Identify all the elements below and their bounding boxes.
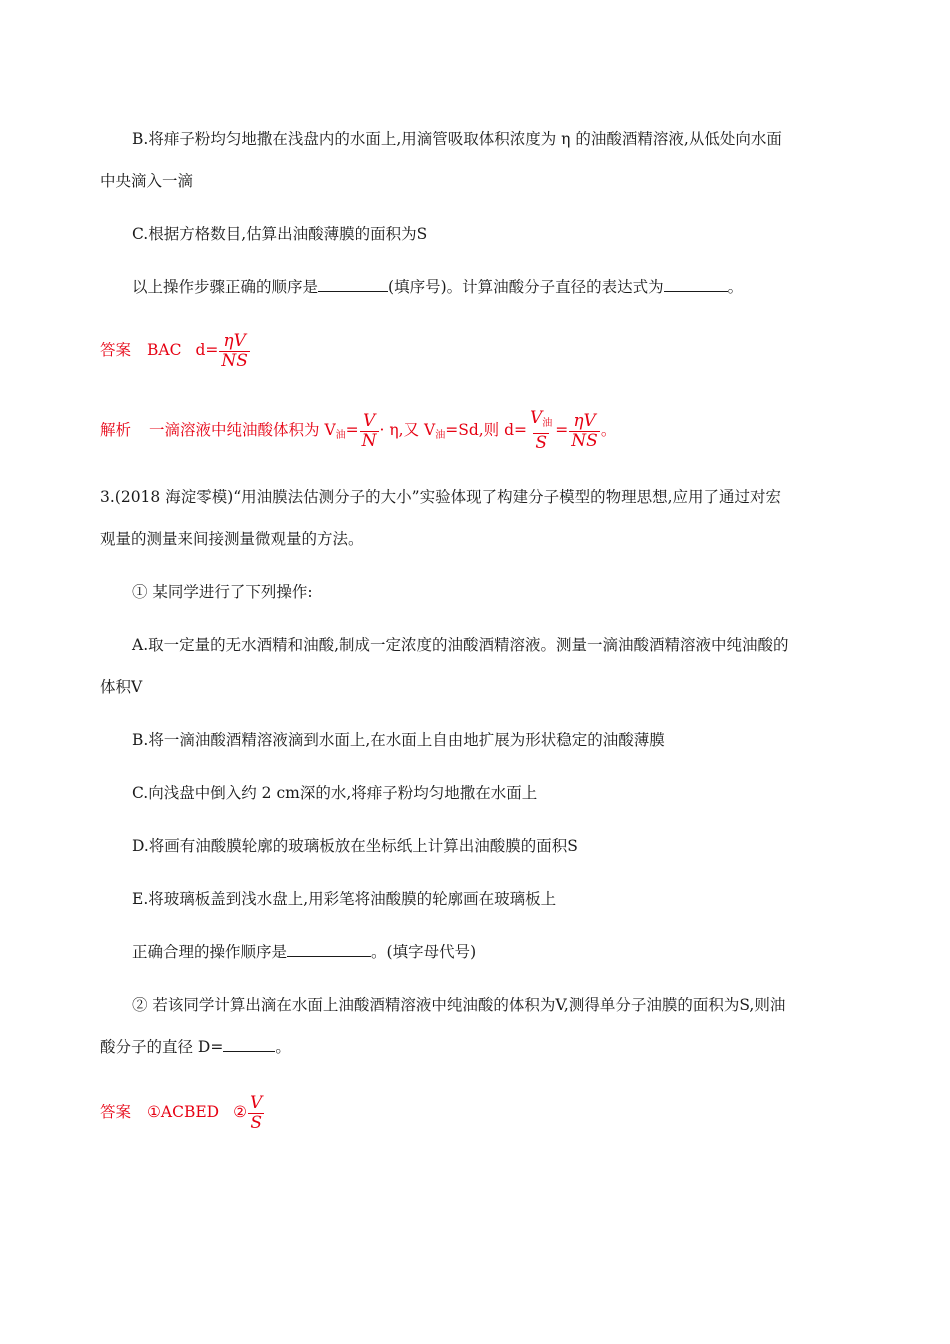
q3-order-question	[132, 942, 476, 962]
answer-blank	[318, 277, 388, 292]
q3-part2-line2a: 酸分子的直径 D=	[100, 1038, 224, 1056]
fraction-denominator: S	[535, 433, 547, 453]
subscript-oil: 油	[542, 418, 553, 429]
q2-answer	[100, 328, 251, 372]
q2-analysis-text1: 一滴溶液中纯油酸体积为 V	[149, 421, 336, 439]
q3-answer-1: ①ACBED	[147, 1103, 220, 1121]
fraction-denominator: NS	[571, 430, 598, 451]
analysis-fraction-3	[569, 412, 600, 451]
q3-order-q1: 正确合理的操作顺序是	[132, 943, 288, 961]
q2-answer-seq: BAC	[147, 341, 182, 359]
fraction-numerator: ηV	[573, 410, 596, 431]
q3-step-e: E.将玻璃板盖到浅水盘上,用彩笔将油酸膜的轮廓画在玻璃板上	[132, 890, 557, 908]
q3-answer	[100, 1090, 265, 1134]
q3-step-a-line1: A.取一定量的无水酒精和油酸,制成一定浓度的油酸酒精溶液。测量一滴油酸酒精溶液中纯油酸的	[132, 636, 789, 654]
q2-step-c: C.根据方格数目,估算出油酸薄膜的面积为S	[132, 225, 428, 243]
equals-sign: =	[555, 421, 569, 439]
q2-analysis	[100, 408, 616, 458]
q3-part2-line1: ② 若该同学计算出滴在水面上油酸酒精溶液中纯油酸的体积为V,测得单分子油膜的面积为S,则油	[132, 996, 786, 1014]
q3-part1-intro: ① 某同学进行了下列操作:	[132, 583, 313, 601]
answer-label: 答案	[100, 341, 132, 359]
q2-answer-d: d=	[195, 341, 219, 359]
analysis-fraction-2	[528, 409, 554, 453]
equals-sign: =	[345, 421, 359, 439]
answer-blank	[287, 942, 371, 957]
q3-part2-line2	[100, 1037, 291, 1057]
q2-analysis-text2: · η,又 V	[379, 421, 436, 439]
q3-step-c: C.向浅盘中倒入约 2 cm深的水,将痱子粉均匀地撒在水面上	[132, 784, 538, 802]
q2-question-part2: (填序号)。计算油酸分子直径的表达式为	[388, 278, 664, 296]
q3-answer-fraction	[248, 1094, 264, 1133]
answer-label: 答案	[100, 1103, 132, 1121]
numerator-v: V	[530, 408, 543, 428]
q2-step-b-line2: 中央滴入一滴	[100, 172, 194, 190]
fraction-numerator: V	[250, 1092, 263, 1113]
fraction-denominator: N	[361, 430, 377, 451]
q3-stem-line2: 观量的测量来间接测量微观量的方法。	[100, 530, 364, 548]
fraction-denominator: S	[250, 1112, 262, 1133]
analysis-fraction-1	[360, 412, 379, 451]
q3-step-b: B.将一滴油酸酒精溶液滴到水面上,在水面上自由地扩展为形状稳定的油酸薄膜	[132, 731, 665, 749]
q3-stem-line1: 3.(2018 海淀零模)“用油膜法估测分子的大小”实验体现了构建分子模型的物理思想,应用了通过对宏	[100, 488, 782, 506]
q3-order-q2: 。(填字母代号)	[371, 943, 477, 961]
answer-blank	[223, 1037, 275, 1052]
q3-part2-line2b: 。	[275, 1038, 291, 1056]
fraction-numerator: ηV	[223, 330, 246, 351]
q2-question-part1: 以上操作步骤正确的顺序是	[132, 278, 319, 296]
analysis-label: 解析	[100, 421, 132, 439]
q2-question	[132, 277, 743, 297]
q3-answer-2: ②	[233, 1103, 248, 1121]
fraction-numerator	[528, 409, 554, 433]
q2-step-b-line1: B.将痱子粉均匀地撒在浅盘内的水面上,用滴管吸取体积浓度为 η 的油酸酒精溶液,从低处向水面	[132, 130, 782, 148]
q2-analysis-text3: =Sd,则 d=	[445, 421, 528, 439]
answer-blank	[664, 277, 728, 292]
fraction-denominator: NS	[221, 350, 248, 371]
subscript-oil: 油	[435, 430, 446, 441]
period: 。	[600, 421, 617, 439]
q3-step-a-line2: 体积V	[100, 678, 143, 696]
subscript-oil: 油	[335, 430, 346, 441]
fraction-numerator: V	[362, 410, 376, 431]
q3-step-d: D.将画有油酸膜轮廓的玻璃板放在坐标纸上计算出油酸膜的面积S	[132, 837, 578, 855]
q2-question-end: 。	[727, 278, 744, 296]
q2-answer-fraction	[219, 332, 250, 371]
